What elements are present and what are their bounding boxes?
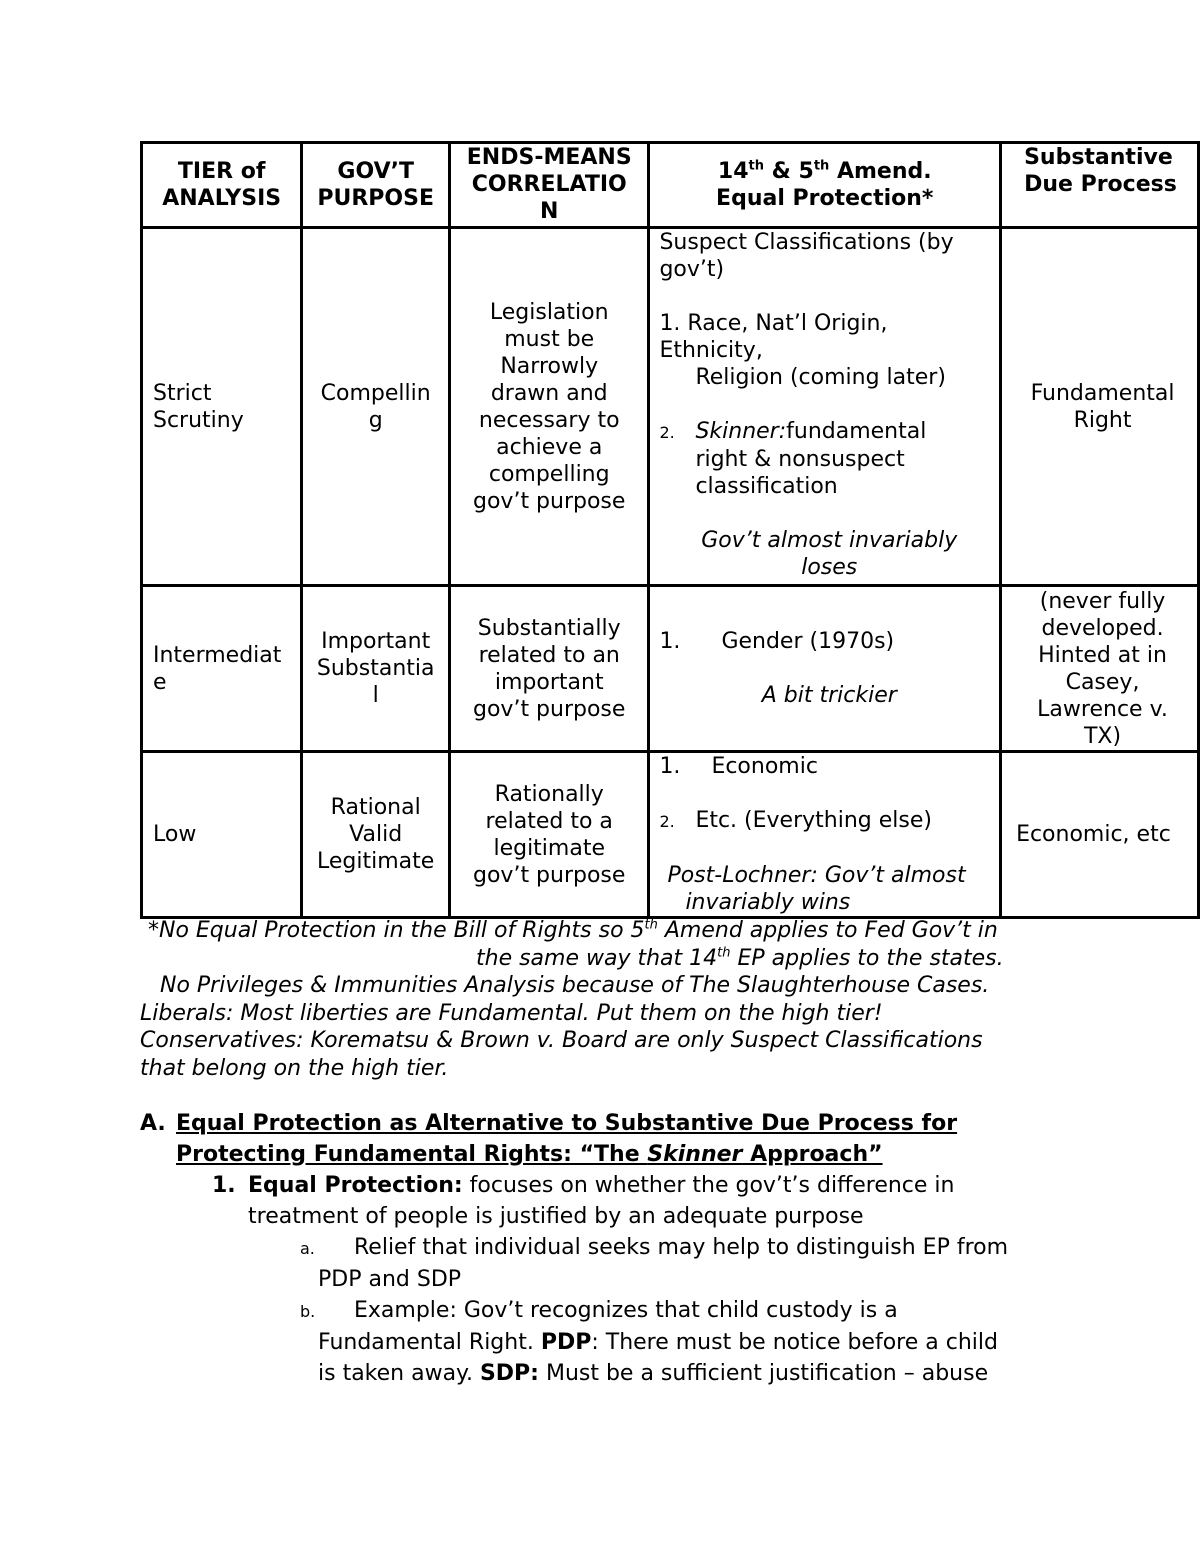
note-line-4: Liberals: Most liberties are Fundamental. Put them on the high tier! (140, 1000, 883, 1026)
low-ends-means: Rationally related to a legitimate gov’t purpose (450, 752, 649, 918)
strict-equal-protection: Suspect Classifications (by gov’t) 1. Race, Nat’l Origin, Ethnicity, Religion (coming later) 2. Skinner:fundamental right & nonsuspect classification Gov’t almost invariably loses (649, 228, 1001, 586)
intermediate-equal-protection: 1. Gender (1970s) A bit trickier (649, 586, 1001, 752)
intermediate-sdp: (never fully developed. Hinted at in Casey, Lawrence v. TX) (1001, 586, 1199, 752)
header-tier: TIER of ANALYSIS (142, 143, 302, 228)
header-equal-protection: 14th & 5th Amend. Equal Protection* (649, 143, 1001, 228)
outline-item-1b: b. Example: Gov’t recognizes that child custody is a Fundamental Right. PDP: There must be notice before a child is taken away. SDP: Must be a sufficient justification – abuse (300, 1298, 998, 1386)
header-ends-means: ENDS-MEANS CORRELATIO N (450, 143, 649, 228)
outline-item-1a: a. Relief that individual seeks may help to distinguish EP from PDP and SDP (300, 1235, 1009, 1292)
note-line-2: the same way that 14th EP applies to the states. (476, 945, 1004, 971)
note-line-5: Conservatives: Korematsu & Brown v. Board are only Suspect Classifications (140, 1028, 983, 1053)
section-heading-a: A. Equal Protection as Alternative to Substantive Due Process for Protecting Fundamental Rights: “The Skinner Approach” (140, 1111, 958, 1167)
low-equal-protection: 1. Economic 2. Etc. (Everything else) Post-Lochner: Gov’t almost invariably wins (649, 752, 1001, 918)
intermediate-purpose: Important Substantia l (302, 586, 450, 752)
header-row (142, 143, 1199, 228)
low-row (142, 752, 1199, 918)
intermediate-tier: Intermediat e (142, 586, 302, 752)
strict-purpose: Compellin g (302, 228, 450, 586)
strict-tier: Strict Scrutiny (142, 228, 302, 586)
low-tier: Low (142, 752, 302, 918)
header-purpose: GOV’T PURPOSE (302, 143, 450, 228)
intermediate-row (142, 586, 1199, 752)
outline-item-1: 1. Equal Protection: focuses on whether the gov’t’s difference in treatment of people is justified by an adequate purpose (212, 1173, 955, 1229)
outline-section (140, 1108, 1200, 1389)
tiers-of-analysis-table (140, 141, 1200, 919)
note-line-3: No Privileges & Immunities Analysis because of The Slaughterhouse Cases. (160, 973, 990, 998)
note-line-1: *No Equal Protection in the Bill of Rights so 5th Amend applies to Fed Gov’t in (148, 917, 998, 943)
strict-scrutiny-row (142, 228, 1199, 586)
low-purpose: Rational Valid Legitimate (302, 752, 450, 918)
table-notes (140, 917, 1080, 1082)
header-substantive-due-process: Substantive Due Process (1001, 143, 1199, 228)
strict-ends-means: Legislation must be Narrowly drawn and necessary to achieve a compelling gov’t purpose (450, 228, 649, 586)
low-sdp: Economic, etc (1001, 752, 1199, 918)
note-line-6: that belong on the high tier. (140, 1055, 449, 1081)
strict-sdp: Fundamental Right (1001, 228, 1199, 586)
intermediate-ends-means: Substantially related to an important gov’t purpose (450, 586, 649, 752)
